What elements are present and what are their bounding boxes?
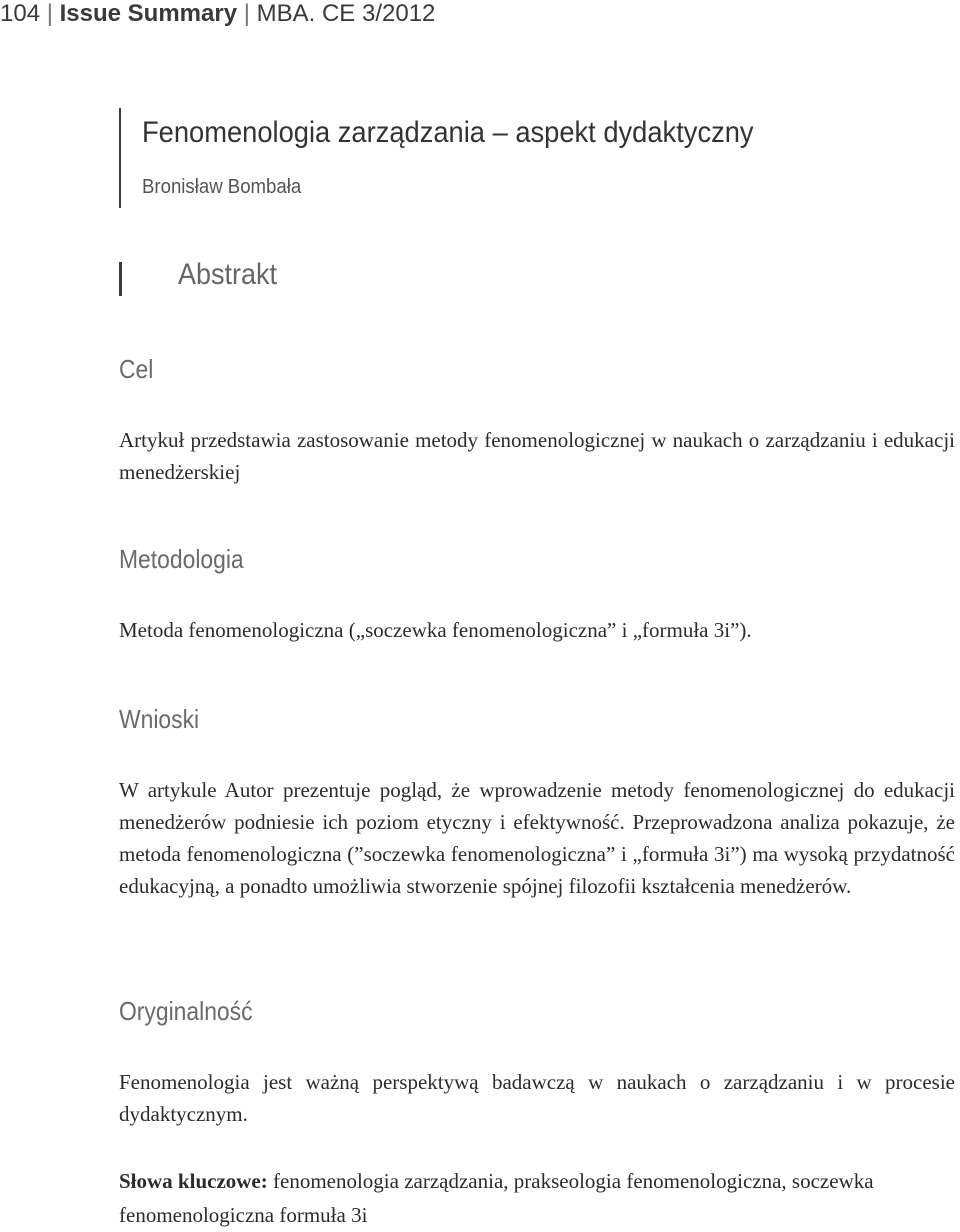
section-text-wnioski: W artykule Autor prezentuje pogląd, że wprowadzenie metody fenomenologicznej do edukacji menedżerów podniesie ich poziom etyczny i efektywność. Przeprowadzona analiza pokazuje, że metoda fenomenologiczna (”soczewka fenomenologiczna” i „formuła 3i”) ma wysoką przydatność edukacyjną, a ponadto umożliwia stworzenie spójnej filozofii kształcenia menedżerów.	[119, 778, 955, 898]
section-heading-wnioski: Wnioski	[119, 704, 200, 734]
section-heading-oryginalnosc: Oryginalność	[119, 996, 253, 1026]
abstract-rule	[119, 262, 122, 296]
section-heading-cel: Cel	[119, 354, 154, 384]
section-text-cel: Artykuł przedstawia zastosowanie metody fenomenologicznej w naukach o zarządzaniu i edukacji menedżerskiej	[119, 428, 955, 484]
header-separator: |	[243, 0, 250, 27]
journal-label: MBA. CE 3/2012	[256, 0, 436, 27]
page-number: 104	[0, 0, 41, 27]
keywords	[119, 1164, 955, 1232]
issue-label: Issue Summary	[59, 0, 238, 27]
abstract-heading: Abstrakt	[178, 258, 278, 291]
section-text-metodologia: Metoda fenomenologiczna („soczewka fenomenologiczna” i „formuła 3i”).	[119, 618, 752, 642]
article-author: Bronisław Bombała	[142, 176, 302, 198]
section-heading-metodologia: Metodologia	[119, 544, 244, 574]
running-header	[0, 0, 435, 30]
keywords-list: fenomenologia zarządzania, prakseologia fenomenologiczna, soczewka fenomenologiczna formuła 3i	[119, 1169, 874, 1227]
title-rule	[119, 108, 121, 208]
header-separator: |	[46, 0, 53, 27]
keywords-label: Słowa kluczowe:	[119, 1169, 268, 1193]
section-text-oryginalnosc: Fenomenologia jest ważną perspektywą badawczą w naukach o zarządzaniu i w procesie dydaktycznym.	[119, 1070, 955, 1126]
article-title: Fenomenologia zarządzania – aspekt dydaktyczny	[142, 116, 754, 149]
